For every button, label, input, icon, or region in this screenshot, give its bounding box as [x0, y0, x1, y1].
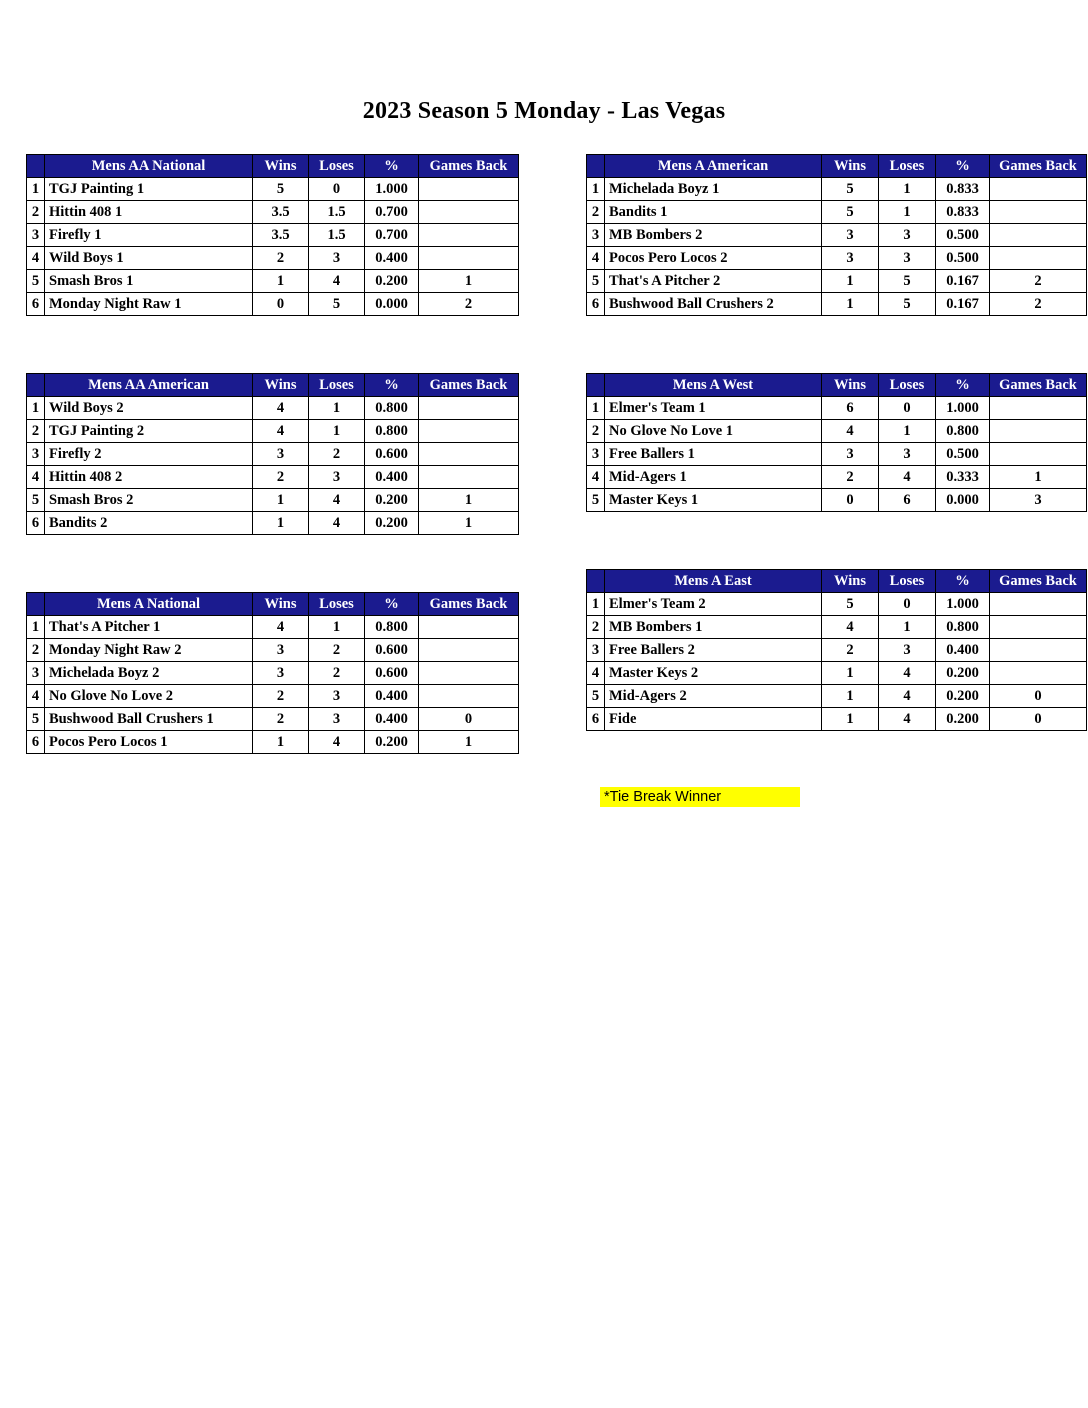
- cell-team: Bushwood Ball Crushers 2: [605, 293, 822, 316]
- cell-team: Master Keys 2: [605, 662, 822, 685]
- column-header-games-back: Games Back: [990, 374, 1087, 397]
- cell-team: No Glove No Love 2: [45, 685, 253, 708]
- table-row: [27, 731, 519, 754]
- cell-games-back: [419, 639, 519, 662]
- cell-rank: 5: [587, 685, 605, 708]
- column-header-games-back: Games Back: [419, 593, 519, 616]
- cell-rank: 5: [587, 489, 605, 512]
- cell-pct: 0.800: [936, 420, 990, 443]
- cell-rank: 4: [27, 466, 45, 489]
- cell-pct: 0.400: [365, 685, 419, 708]
- cell-team: MB Bombers 1: [605, 616, 822, 639]
- cell-pct: 0.000: [365, 293, 419, 316]
- cell-games-back: 1: [990, 466, 1087, 489]
- table-row: [587, 639, 1087, 662]
- cell-team: That's A Pitcher 1: [45, 616, 253, 639]
- table-row: [27, 685, 519, 708]
- cell-loses: 1: [879, 178, 936, 201]
- cell-games-back: 2: [419, 293, 519, 316]
- cell-loses: 1: [309, 397, 365, 420]
- cell-wins: 5: [822, 593, 879, 616]
- table-header-row: [27, 155, 519, 178]
- cell-team: Elmer's Team 1: [605, 397, 822, 420]
- cell-games-back: [990, 662, 1087, 685]
- column-header-loses: Loses: [879, 374, 936, 397]
- column-header-rank: [587, 570, 605, 593]
- cell-rank: 6: [587, 293, 605, 316]
- table-row: [587, 420, 1087, 443]
- table-row: [27, 662, 519, 685]
- cell-games-back: 1: [419, 489, 519, 512]
- cell-rank: 5: [587, 270, 605, 293]
- cell-games-back: 2: [990, 270, 1087, 293]
- cell-pct: 0.400: [365, 708, 419, 731]
- standings-table-mens-a-american: [586, 154, 1087, 316]
- column-header-loses: Loses: [309, 155, 365, 178]
- table-header-row: [587, 155, 1087, 178]
- cell-rank: 2: [27, 420, 45, 443]
- cell-team: MB Bombers 2: [605, 224, 822, 247]
- cell-games-back: [419, 443, 519, 466]
- column-header-wins: Wins: [822, 570, 879, 593]
- cell-pct: 0.833: [936, 201, 990, 224]
- cell-pct: 1.000: [365, 178, 419, 201]
- standings-table-mens-aa-american: [26, 373, 519, 535]
- cell-loses: 1: [879, 201, 936, 224]
- cell-rank: 1: [27, 397, 45, 420]
- cell-wins: 1: [822, 685, 879, 708]
- cell-wins: 2: [253, 708, 309, 731]
- cell-games-back: 0: [419, 708, 519, 731]
- table-row: [587, 593, 1087, 616]
- cell-pct: 0.500: [936, 224, 990, 247]
- cell-loses: 0: [879, 397, 936, 420]
- cell-games-back: [990, 224, 1087, 247]
- cell-loses: 4: [309, 512, 365, 535]
- cell-loses: 4: [879, 466, 936, 489]
- cell-loses: 0: [309, 178, 365, 201]
- cell-games-back: [990, 593, 1087, 616]
- cell-pct: 0.200: [936, 662, 990, 685]
- table-row: [27, 443, 519, 466]
- cell-games-back: [419, 420, 519, 443]
- cell-rank: 3: [587, 224, 605, 247]
- cell-team: Master Keys 1: [605, 489, 822, 512]
- cell-wins: 6: [822, 397, 879, 420]
- cell-loses: 3: [879, 247, 936, 270]
- cell-loses: 5: [309, 293, 365, 316]
- table-row: [27, 616, 519, 639]
- cell-wins: 2: [822, 466, 879, 489]
- column-header-pct: %: [365, 593, 419, 616]
- cell-games-back: 0: [990, 685, 1087, 708]
- cell-wins: 1: [253, 270, 309, 293]
- cell-pct: 0.200: [365, 489, 419, 512]
- cell-wins: 3.5: [253, 224, 309, 247]
- cell-team: Monday Night Raw 1: [45, 293, 253, 316]
- table-row: [27, 224, 519, 247]
- table-row: [27, 708, 519, 731]
- table-header-row: [587, 570, 1087, 593]
- cell-team: No Glove No Love 1: [605, 420, 822, 443]
- cell-rank: 2: [27, 201, 45, 224]
- cell-rank: 4: [587, 247, 605, 270]
- cell-wins: 1: [822, 270, 879, 293]
- cell-games-back: [990, 397, 1087, 420]
- column-header-division: Mens A American: [605, 155, 822, 178]
- cell-games-back: [990, 616, 1087, 639]
- column-header-wins: Wins: [253, 155, 309, 178]
- column-header-pct: %: [365, 155, 419, 178]
- cell-wins: 2: [253, 466, 309, 489]
- cell-pct: 0.200: [365, 512, 419, 535]
- cell-wins: 0: [822, 489, 879, 512]
- standings-table-mens-a-east: [586, 569, 1087, 731]
- cell-rank: 6: [27, 512, 45, 535]
- table-row: [587, 201, 1087, 224]
- cell-team: Wild Boys 2: [45, 397, 253, 420]
- cell-team: Free Ballers 2: [605, 639, 822, 662]
- cell-rank: 6: [27, 293, 45, 316]
- cell-rank: 6: [27, 731, 45, 754]
- cell-rank: 1: [27, 178, 45, 201]
- cell-pct: 0.600: [365, 662, 419, 685]
- table-row: [27, 512, 519, 535]
- cell-loses: 4: [309, 270, 365, 293]
- table-row: [587, 466, 1087, 489]
- cell-wins: 5: [253, 178, 309, 201]
- cell-rank: 5: [27, 708, 45, 731]
- cell-rank: 6: [587, 708, 605, 731]
- cell-rank: 5: [27, 270, 45, 293]
- cell-team: Firefly 2: [45, 443, 253, 466]
- table-row: [27, 201, 519, 224]
- cell-rank: 1: [587, 178, 605, 201]
- page-title: 2023 Season 5 Monday - Las Vegas: [362, 98, 726, 124]
- cell-games-back: 2: [990, 293, 1087, 316]
- cell-games-back: [990, 420, 1087, 443]
- cell-team: Michelada Boyz 2: [45, 662, 253, 685]
- cell-pct: 1.000: [936, 397, 990, 420]
- column-header-loses: Loses: [879, 570, 936, 593]
- cell-games-back: [990, 443, 1087, 466]
- cell-pct: 0.167: [936, 270, 990, 293]
- cell-pct: 0.833: [936, 178, 990, 201]
- cell-wins: 3: [822, 443, 879, 466]
- table-row: [27, 270, 519, 293]
- cell-pct: 0.700: [365, 201, 419, 224]
- cell-rank: 1: [587, 593, 605, 616]
- cell-games-back: [990, 178, 1087, 201]
- table-header-row: [587, 374, 1087, 397]
- cell-rank: 3: [27, 224, 45, 247]
- cell-pct: 0.700: [365, 224, 419, 247]
- cell-loses: 3: [879, 639, 936, 662]
- cell-wins: 5: [822, 178, 879, 201]
- standings-table-mens-a-west: [586, 373, 1087, 512]
- standings-table-mens-aa-national: [26, 154, 519, 316]
- table-row: [587, 247, 1087, 270]
- cell-wins: 3: [253, 662, 309, 685]
- column-header-rank: [27, 155, 45, 178]
- cell-pct: 1.000: [936, 593, 990, 616]
- cell-games-back: [419, 178, 519, 201]
- cell-loses: 1: [309, 616, 365, 639]
- cell-wins: 3: [822, 224, 879, 247]
- table-row: [587, 616, 1087, 639]
- table-row: [27, 247, 519, 270]
- column-header-rank: [587, 374, 605, 397]
- column-header-rank: [27, 374, 45, 397]
- cell-loses: 3: [879, 224, 936, 247]
- column-header-loses: Loses: [309, 593, 365, 616]
- cell-games-back: [990, 639, 1087, 662]
- cell-pct: 0.600: [365, 639, 419, 662]
- cell-loses: 1.5: [309, 201, 365, 224]
- cell-team: Smash Bros 1: [45, 270, 253, 293]
- table-row: [587, 489, 1087, 512]
- cell-rank: 3: [587, 443, 605, 466]
- cell-wins: 2: [253, 247, 309, 270]
- cell-games-back: 0: [990, 708, 1087, 731]
- cell-pct: 0.400: [365, 247, 419, 270]
- cell-wins: 4: [253, 616, 309, 639]
- cell-loses: 2: [309, 662, 365, 685]
- cell-loses: 0: [879, 593, 936, 616]
- table-row: [27, 293, 519, 316]
- table-row: [587, 685, 1087, 708]
- cell-team: Bandits 1: [605, 201, 822, 224]
- cell-wins: 1: [253, 731, 309, 754]
- cell-games-back: [419, 201, 519, 224]
- column-header-games-back: Games Back: [990, 570, 1087, 593]
- table-row: [587, 397, 1087, 420]
- cell-pct: 0.400: [365, 466, 419, 489]
- cell-wins: 3: [253, 443, 309, 466]
- column-header-pct: %: [936, 374, 990, 397]
- table-header-row: [27, 593, 519, 616]
- cell-team: Bushwood Ball Crushers 1: [45, 708, 253, 731]
- cell-games-back: [419, 397, 519, 420]
- table-row: [27, 178, 519, 201]
- cell-loses: 1: [309, 420, 365, 443]
- cell-wins: 5: [822, 201, 879, 224]
- cell-loses: 3: [309, 685, 365, 708]
- cell-loses: 6: [879, 489, 936, 512]
- cell-team: TGJ Painting 1: [45, 178, 253, 201]
- cell-pct: 0.800: [365, 397, 419, 420]
- cell-wins: 4: [253, 397, 309, 420]
- table-header-row: [27, 374, 519, 397]
- cell-pct: 0.400: [936, 639, 990, 662]
- tie-break-winner-note: *Tie Break Winner: [600, 787, 800, 807]
- cell-rank: 1: [27, 616, 45, 639]
- column-header-wins: Wins: [253, 593, 309, 616]
- cell-games-back: 3: [990, 489, 1087, 512]
- cell-team: Bandits 2: [45, 512, 253, 535]
- cell-team: Elmer's Team 2: [605, 593, 822, 616]
- cell-pct: 0.333: [936, 466, 990, 489]
- standings-table-mens-a-national: [26, 592, 519, 754]
- column-header-games-back: Games Back: [419, 374, 519, 397]
- cell-pct: 0.800: [365, 616, 419, 639]
- cell-pct: 0.000: [936, 489, 990, 512]
- cell-wins: 3.5: [253, 201, 309, 224]
- cell-wins: 1: [822, 662, 879, 685]
- cell-pct: 0.200: [936, 708, 990, 731]
- cell-wins: 1: [253, 512, 309, 535]
- cell-loses: 5: [879, 270, 936, 293]
- column-header-division: Mens A National: [45, 593, 253, 616]
- cell-team: Smash Bros 2: [45, 489, 253, 512]
- cell-team: That's A Pitcher 2: [605, 270, 822, 293]
- cell-team: Free Ballers 1: [605, 443, 822, 466]
- cell-loses: 2: [309, 443, 365, 466]
- table-row: [587, 270, 1087, 293]
- cell-pct: 0.500: [936, 443, 990, 466]
- cell-games-back: 1: [419, 512, 519, 535]
- table-row: [27, 489, 519, 512]
- column-header-pct: %: [365, 374, 419, 397]
- cell-wins: 1: [822, 293, 879, 316]
- column-header-division: Mens A West: [605, 374, 822, 397]
- cell-wins: 0: [253, 293, 309, 316]
- column-header-pct: %: [936, 155, 990, 178]
- cell-games-back: 1: [419, 731, 519, 754]
- cell-loses: 4: [879, 708, 936, 731]
- cell-team: Fide: [605, 708, 822, 731]
- cell-rank: 4: [587, 466, 605, 489]
- cell-games-back: [419, 662, 519, 685]
- cell-wins: 1: [822, 708, 879, 731]
- cell-wins: 4: [822, 616, 879, 639]
- column-header-division: Mens AA National: [45, 155, 253, 178]
- cell-loses: 3: [309, 247, 365, 270]
- cell-loses: 1: [879, 420, 936, 443]
- cell-rank: 1: [587, 397, 605, 420]
- column-header-division: Mens AA American: [45, 374, 253, 397]
- cell-loses: 3: [879, 443, 936, 466]
- column-header-loses: Loses: [879, 155, 936, 178]
- cell-loses: 3: [309, 708, 365, 731]
- cell-games-back: [419, 247, 519, 270]
- column-header-rank: [587, 155, 605, 178]
- column-header-games-back: Games Back: [990, 155, 1087, 178]
- cell-team: TGJ Painting 2: [45, 420, 253, 443]
- cell-loses: 3: [309, 466, 365, 489]
- cell-games-back: [419, 224, 519, 247]
- cell-rank: 3: [27, 662, 45, 685]
- cell-pct: 0.200: [936, 685, 990, 708]
- cell-loses: 1: [879, 616, 936, 639]
- table-row: [587, 708, 1087, 731]
- cell-pct: 0.167: [936, 293, 990, 316]
- column-header-pct: %: [936, 570, 990, 593]
- cell-rank: 2: [587, 616, 605, 639]
- cell-games-back: [419, 685, 519, 708]
- cell-loses: 1.5: [309, 224, 365, 247]
- cell-rank: 3: [587, 639, 605, 662]
- cell-team: Monday Night Raw 2: [45, 639, 253, 662]
- cell-wins: 3: [253, 639, 309, 662]
- table-row: [587, 224, 1087, 247]
- cell-loses: 4: [879, 685, 936, 708]
- cell-wins: 2: [822, 639, 879, 662]
- cell-games-back: [419, 616, 519, 639]
- cell-team: Michelada Boyz 1: [605, 178, 822, 201]
- cell-pct: 0.800: [936, 616, 990, 639]
- column-header-wins: Wins: [822, 374, 879, 397]
- cell-rank: 2: [587, 201, 605, 224]
- cell-team: Firefly 1: [45, 224, 253, 247]
- cell-wins: 1: [253, 489, 309, 512]
- cell-games-back: 1: [419, 270, 519, 293]
- cell-rank: 3: [27, 443, 45, 466]
- table-row: [587, 443, 1087, 466]
- table-row: [27, 397, 519, 420]
- table-row: [27, 466, 519, 489]
- cell-loses: 4: [309, 489, 365, 512]
- cell-games-back: [419, 466, 519, 489]
- cell-team: Wild Boys 1: [45, 247, 253, 270]
- cell-pct: 0.600: [365, 443, 419, 466]
- cell-rank: 4: [27, 685, 45, 708]
- cell-team: Mid-Agers 2: [605, 685, 822, 708]
- cell-team: Pocos Pero Locos 1: [45, 731, 253, 754]
- cell-pct: 0.200: [365, 270, 419, 293]
- table-row: [587, 178, 1087, 201]
- cell-rank: 2: [587, 420, 605, 443]
- column-header-rank: [27, 593, 45, 616]
- cell-games-back: [990, 201, 1087, 224]
- cell-team: Hittin 408 1: [45, 201, 253, 224]
- column-header-games-back: Games Back: [419, 155, 519, 178]
- cell-wins: 4: [253, 420, 309, 443]
- cell-loses: 4: [309, 731, 365, 754]
- cell-games-back: [990, 247, 1087, 270]
- cell-rank: 2: [27, 639, 45, 662]
- cell-wins: 2: [253, 685, 309, 708]
- cell-wins: 4: [822, 420, 879, 443]
- table-row: [587, 662, 1087, 685]
- cell-team: Mid-Agers 1: [605, 466, 822, 489]
- table-row: [27, 639, 519, 662]
- cell-loses: 4: [879, 662, 936, 685]
- column-header-wins: Wins: [822, 155, 879, 178]
- cell-loses: 2: [309, 639, 365, 662]
- cell-team: Hittin 408 2: [45, 466, 253, 489]
- column-header-division: Mens A East: [605, 570, 822, 593]
- table-row: [587, 293, 1087, 316]
- cell-rank: 5: [27, 489, 45, 512]
- cell-rank: 4: [587, 662, 605, 685]
- column-header-loses: Loses: [309, 374, 365, 397]
- cell-team: Pocos Pero Locos 2: [605, 247, 822, 270]
- cell-pct: 0.800: [365, 420, 419, 443]
- cell-rank: 4: [27, 247, 45, 270]
- cell-pct: 0.200: [365, 731, 419, 754]
- table-row: [27, 420, 519, 443]
- cell-pct: 0.500: [936, 247, 990, 270]
- cell-wins: 3: [822, 247, 879, 270]
- column-header-wins: Wins: [253, 374, 309, 397]
- cell-loses: 5: [879, 293, 936, 316]
